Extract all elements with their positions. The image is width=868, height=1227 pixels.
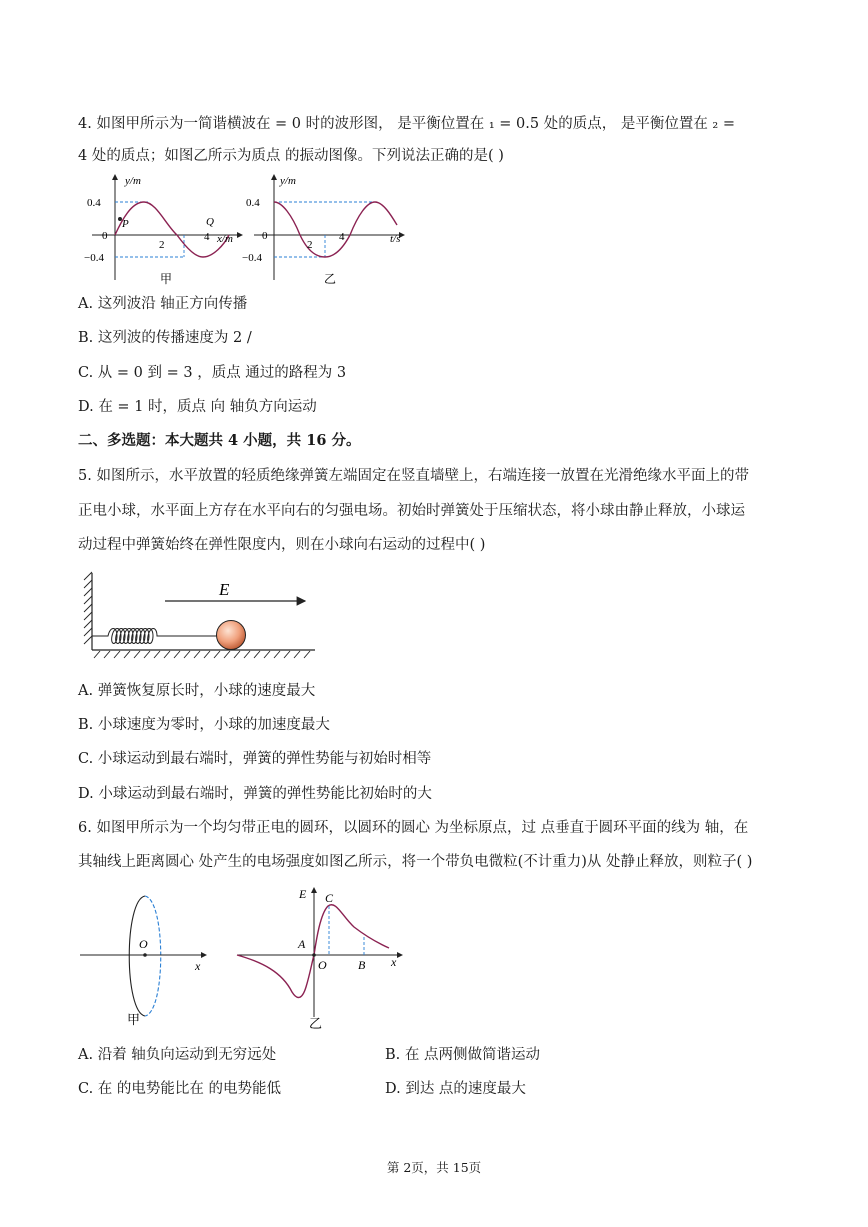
q5-option-c: C. 小球运动到最右端时，弹簧的弹性势能与初始时相等 [78, 751, 432, 767]
q4-vib-xlabel: t/s [390, 233, 401, 245]
q4-wave-ytop: 0.4 [87, 197, 101, 209]
page-footer: 第 2页，共 15页 [386, 1160, 482, 1175]
q6-field-graph [232, 882, 412, 1032]
q4-wave-tick2: 2 [159, 239, 165, 251]
q4-option-b: B. 这列波的传播速度为 2 / [78, 330, 252, 346]
q4-stem-line2: 4 处的质点；如图乙所示为质点 的振动图像。下列说法正确的是( ) [78, 148, 504, 164]
q5-option-a: A. 弹簧恢复原长时，小球的速度最大 [78, 683, 316, 699]
q5-spring-figure [80, 568, 320, 664]
q6-graph-x-label: x [391, 955, 397, 969]
q6-option-c: C. 在 的电势能比在 的电势能低 [78, 1081, 282, 1097]
q4-wave-xlabel: x/m [217, 233, 233, 245]
q6-ring-caption: 甲 [127, 1012, 141, 1027]
q5-stem-line2: 正电小球，水平面上方存在水平向右的匀强电场。初始时弹簧处于压缩状态，将小球由静止释放，小球运 [78, 503, 745, 519]
q4-vib-caption: 乙 [324, 272, 337, 286]
q4-vib-origin: 0 [262, 230, 268, 242]
q6-stem-line1: 6. 如图甲所示为一个均匀带正电的圆环，以圆环的圆心 为坐标原点，过 点垂直于圆环平面的线为 轴，在 [78, 820, 749, 836]
q4-wave-ylabel: y/m [125, 175, 141, 187]
q5-field-label: E [219, 580, 230, 599]
q4-wave-q-label: Q [206, 216, 214, 228]
q4-wave-graph [84, 170, 249, 288]
q5-option-b: B. 小球速度为零时，小球的加速度最大 [78, 717, 330, 733]
q6-graph-a-label: A [298, 937, 306, 951]
q6-ring-x-label: x [195, 959, 201, 973]
q6-graph-e-label: E [299, 887, 307, 901]
q6-option-a: A. 沿着 轴负向运动到无穷远处 [78, 1047, 277, 1063]
q4-vib-tick4: 4 [339, 231, 345, 243]
q6-graph-c-label: C [325, 891, 334, 905]
q4-wave-origin: 0 [102, 230, 108, 242]
q4-wave-tick4: 4 [204, 231, 210, 243]
q6-graph-o-label: O [318, 958, 327, 972]
q6-ring-figure [78, 888, 218, 1028]
q5-option-d: D. 小球运动到最右端时，弹簧的弹性势能比初始时的大 [78, 786, 432, 802]
q5-stem-line1: 5. 如图所示，水平放置的轻质绝缘弹簧左端固定在竖直墙壁上，右端连接一放置在光滑绝缘水平面上的带 [78, 468, 749, 484]
q4-vib-ytop: 0.4 [246, 197, 260, 209]
q4-vibration-graph [242, 170, 412, 288]
q6-option-d: D. 到达 点的速度最大 [385, 1081, 526, 1097]
q4-vib-ybottom: −0.4 [242, 252, 262, 264]
q6-graph-caption: 乙 [309, 1016, 323, 1031]
q4-wave-ybottom: −0.4 [84, 252, 104, 264]
section-heading: 二、多选题：本大题共 4 小题，共 16 分。 [78, 432, 361, 449]
q4-option-c: C. 从 = 0 到 = 3 ，质点 通过的路程为 3 [78, 365, 347, 381]
q6-ring-o-label: O [139, 937, 148, 951]
q6-option-b: B. 在 点两侧做简谐运动 [385, 1047, 540, 1063]
q6-graph-b-label: B [358, 958, 366, 972]
q4-wave-p-label: P [122, 218, 129, 230]
q4-option-a: A. 这列波沿 轴正方向传播 [78, 296, 248, 312]
q6-stem-line2: 其轴线上距离圆心 处产生的电场强度如图乙所示，将一个带负电微粒(不计重力)从 处静止释放，则粒子( ) [78, 854, 753, 870]
q4-wave-caption: 甲 [160, 272, 173, 286]
q4-vib-ylabel: y/m [280, 175, 296, 187]
q4-stem-line1: 4. 如图甲所示为一简谐横波在 = 0 时的波形图， 是平衡位置在 ₁ = 0.5 处的质点， 是平衡位置在 ₂ = [78, 116, 735, 132]
q4-vib-tick2: 2 [307, 239, 313, 251]
q4-option-d: D. 在 = 1 时，质点 向 轴负方向运动 [78, 399, 317, 415]
q5-stem-line3: 动过程中弹簧始终在弹性限度内，则在小球向右运动的过程中( ) [78, 537, 486, 553]
